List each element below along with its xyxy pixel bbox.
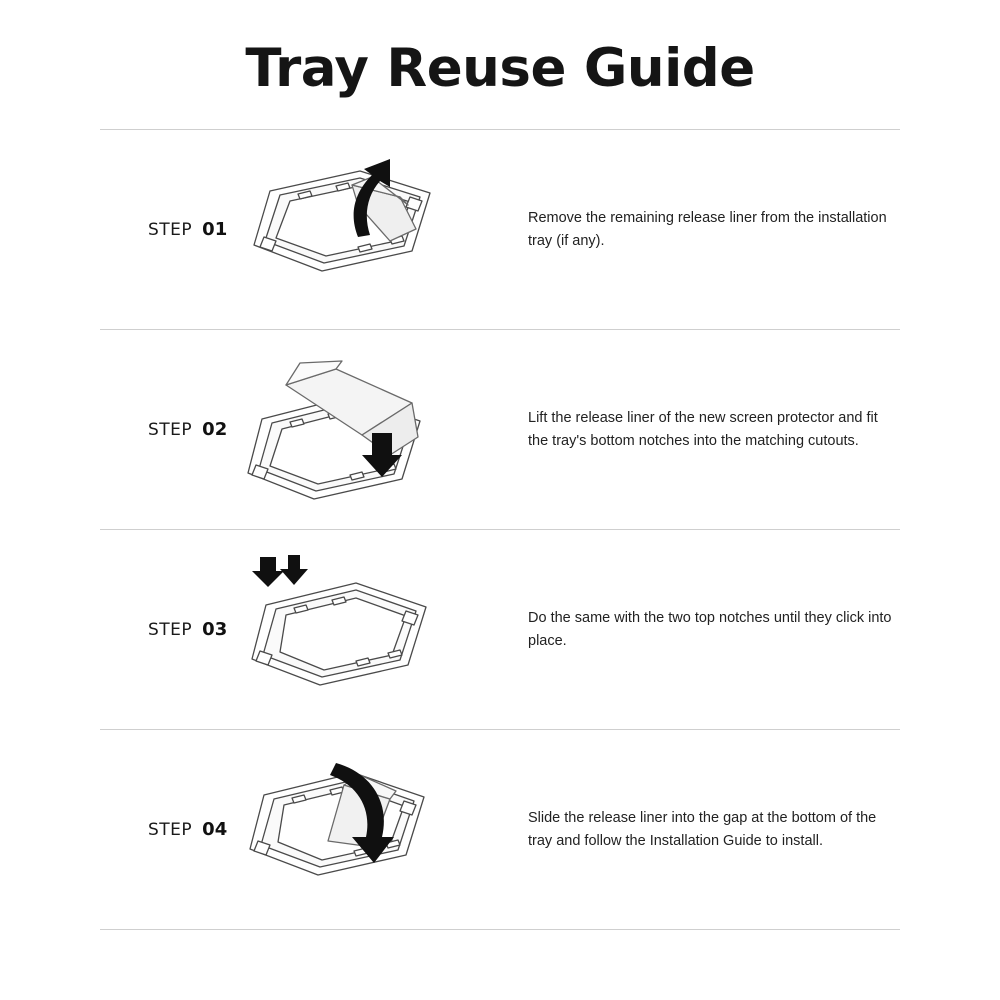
step-figure-01 <box>240 145 490 315</box>
step-description: Slide the release liner into the gap at the bottom of the tray and follow the Installation Guide to install. <box>528 810 877 849</box>
step-text-04 <box>490 807 900 852</box>
step-figure-04 <box>240 745 490 915</box>
step-figure-02 <box>240 345 490 515</box>
step-label-04 <box>100 819 240 840</box>
tray-top-notches-press-icon <box>240 545 490 715</box>
step-row <box>100 530 900 729</box>
tray-with-protector-insert-down-icon <box>240 345 490 515</box>
step-word: STEP <box>148 420 193 440</box>
step-row <box>100 130 900 329</box>
step-description: Remove the remaining release liner from the installation tray (if any). <box>528 210 887 249</box>
step-row <box>100 330 900 529</box>
step-description: Do the same with the two top notches until they click into place. <box>528 610 892 649</box>
step-word: STEP <box>148 220 193 240</box>
step-description: Lift the release liner of the new screen protector and fit the tray's bottom notches into the matching cutouts. <box>528 410 878 449</box>
tray-with-liner-peel-up-icon <box>240 145 490 315</box>
step-row <box>100 730 900 929</box>
tray-liner-slide-in-icon <box>240 745 490 915</box>
step-number: 02 <box>202 419 228 440</box>
page-title: Tray Reuse Guide <box>245 38 755 99</box>
step-label-03 <box>100 619 240 640</box>
step-label-01 <box>100 219 240 240</box>
step-number: 03 <box>202 619 228 640</box>
press-arrows-icon <box>252 555 308 587</box>
step-text-03 <box>490 607 900 652</box>
step-number: 01 <box>202 219 228 240</box>
bottom-space <box>100 930 900 950</box>
step-number: 04 <box>202 819 228 840</box>
step-word: STEP <box>148 820 193 840</box>
step-text-02 <box>490 407 900 452</box>
steps-list <box>100 99 900 950</box>
step-text-01 <box>490 207 900 252</box>
step-figure-03 <box>240 545 490 715</box>
step-label-02 <box>100 419 240 440</box>
step-word: STEP <box>148 620 193 640</box>
